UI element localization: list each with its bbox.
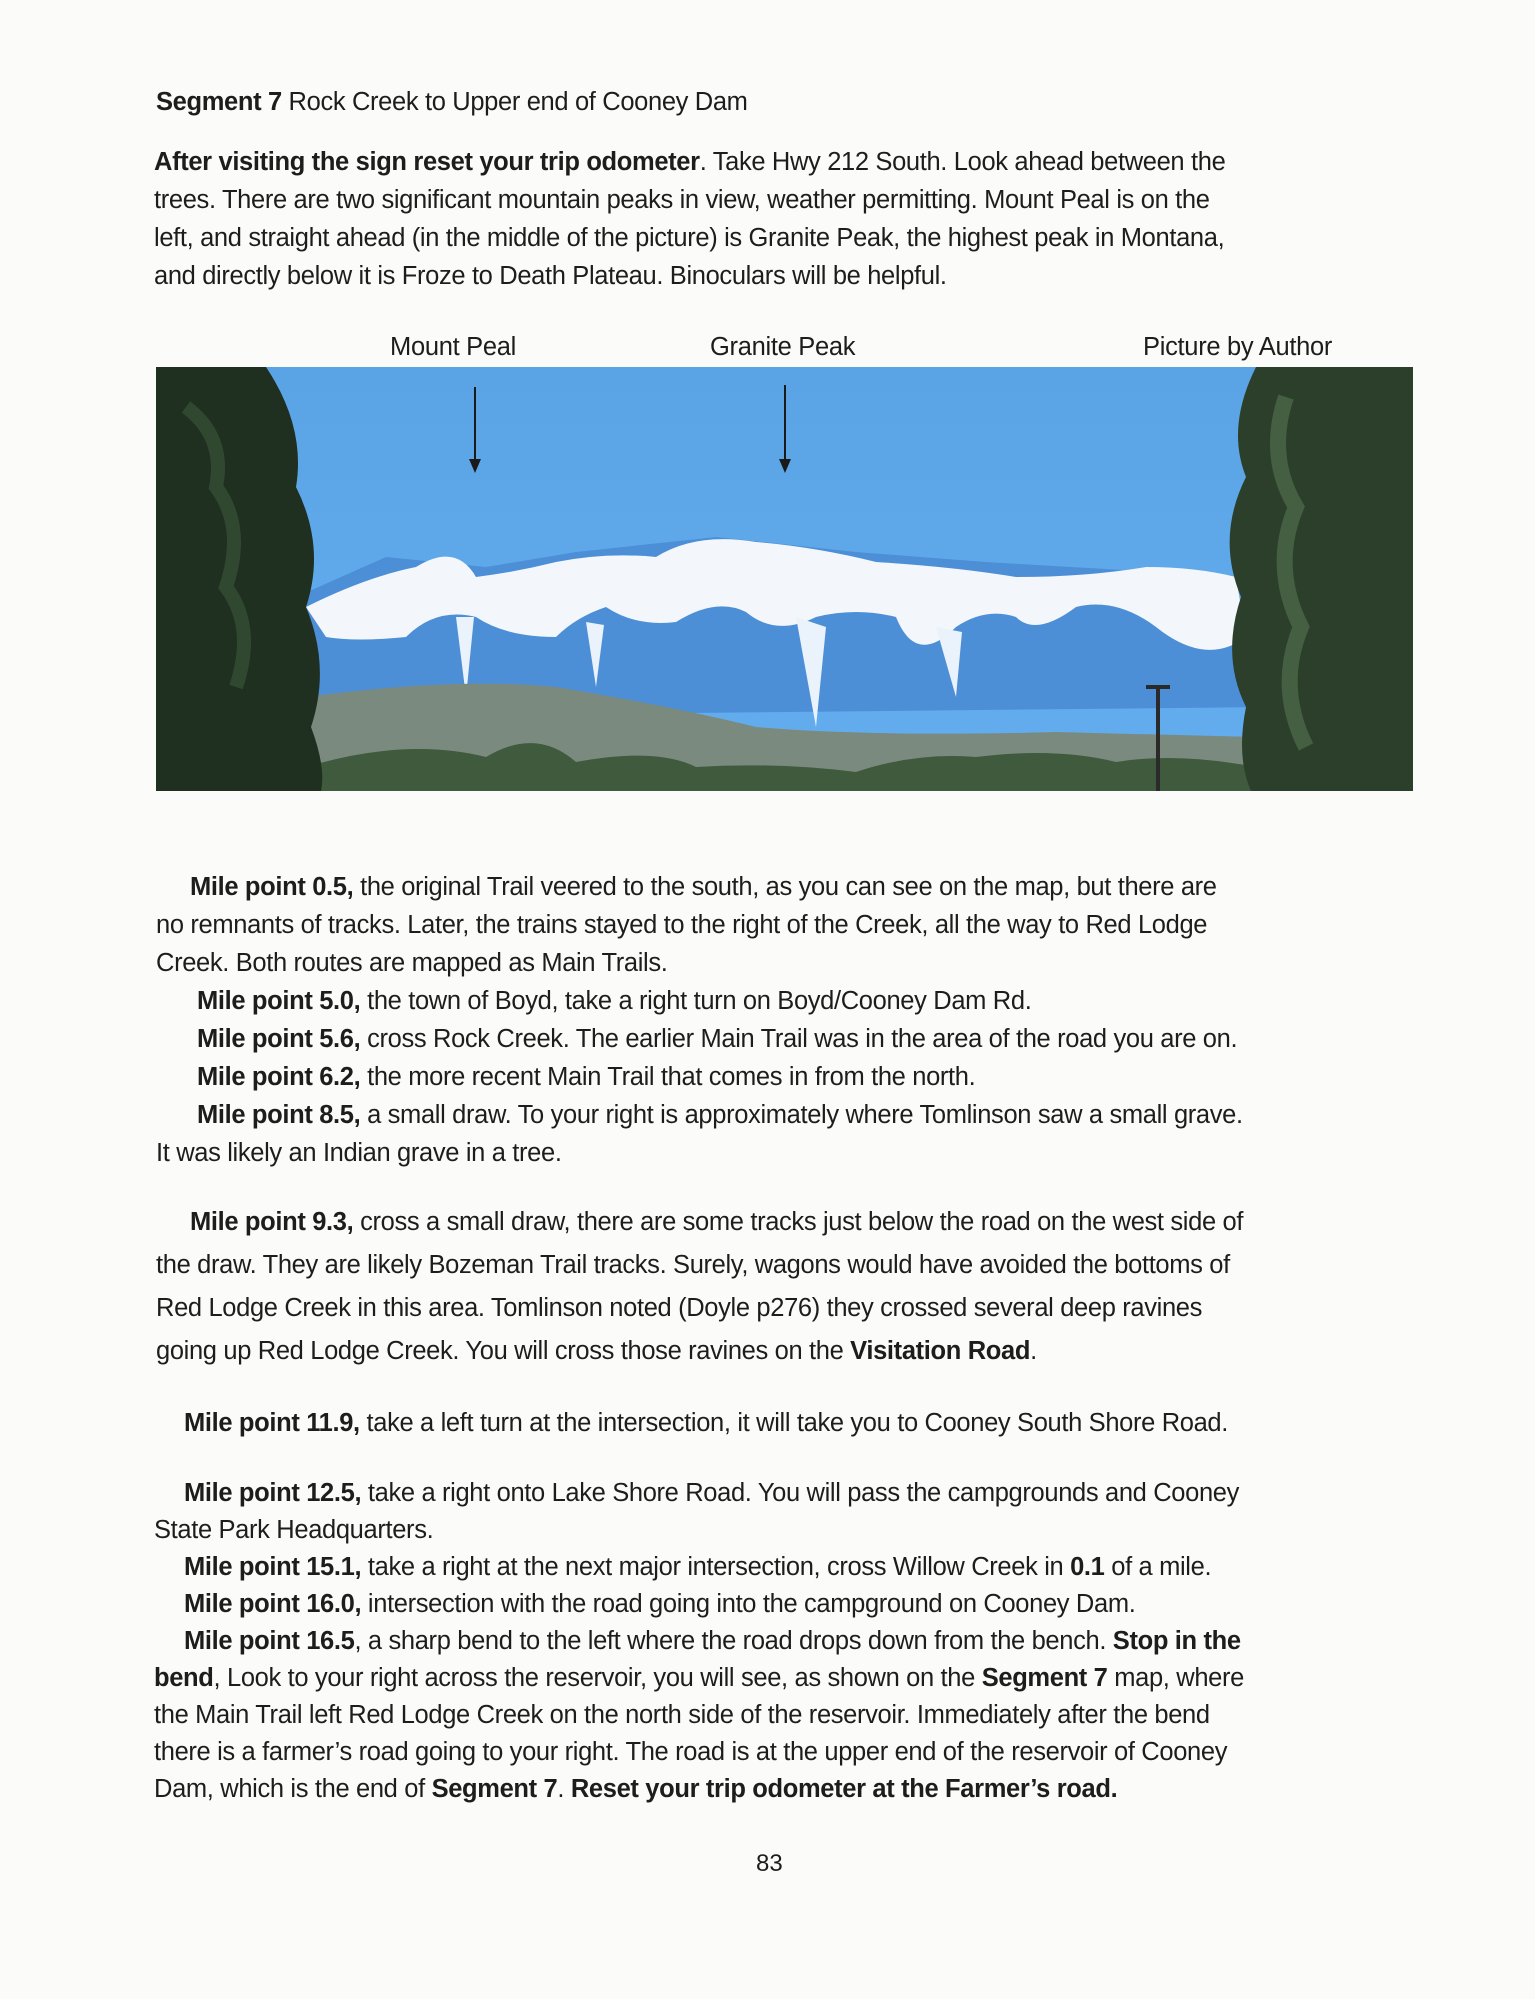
entry-mp-9-3-line-4 (156, 1337, 1037, 1366)
intro-text: . Take Hwy 212 South. Look ahead between the (699, 148, 1226, 176)
mile-point-label: Mile point 5.0, (197, 987, 361, 1015)
entry-mp-16-5-line-3: the Main Trail left Red Lodge Creek on the north side of the reservoir. Immediately after the bend (154, 1701, 1210, 1729)
right-tree (1230, 367, 1413, 791)
segment-7-bold: Segment 7 (431, 1775, 558, 1803)
entry-text: going up Red Lodge Creek. You will cross those ravines on the (156, 1337, 851, 1365)
entry-text: intersection with the road going into the campground on Cooney Dam. (361, 1590, 1136, 1618)
entry-mp-9-3-line-3: Red Lodge Creek in this area. Tomlinson noted (Doyle p276) they crossed several deep ravines (156, 1294, 1203, 1322)
entry-mp-8-5 (197, 1101, 1243, 1130)
entry-mp-8-5-line-2: It was likely an Indian grave in a tree. (156, 1139, 562, 1167)
mountain-photo-illustration (156, 367, 1413, 791)
segment-heading-bold: Segment 7 (156, 88, 282, 116)
entry-text-end: . (1030, 1337, 1037, 1365)
mile-point-label: Mile point 6.2, (197, 1063, 361, 1091)
mountain-photo (156, 367, 1413, 791)
entry-mp-12-5 (184, 1479, 1239, 1508)
intro-line-2: trees. There are two significant mountain peaks in view, weather permitting. Mount Peal is on the (154, 186, 1210, 214)
caption-granite-peak: Granite Peak (710, 333, 856, 361)
segment-7-bold: Segment 7 (981, 1664, 1108, 1692)
visitation-road-bold: Visitation Road (850, 1337, 1031, 1365)
entry-text-mid: . (557, 1775, 571, 1803)
entry-text: the town of Boyd, take a right turn on Boyd/Cooney Dam Rd. (360, 987, 1032, 1015)
entry-mp-9-3-line-2: the draw. They are likely Bozeman Trail tracks. Surely, wagons would have avoided the bottoms of (156, 1251, 1230, 1279)
entry-mp-0-5-line-2: no remnants of tracks. Later, the trains stayed to the right of the Creek, all the way to Red Lodge (156, 911, 1208, 939)
entry-mp-11-9 (184, 1409, 1228, 1438)
entry-text: cross Rock Creek. The earlier Main Trail was in the area of the road you are on. (360, 1025, 1238, 1053)
entry-text: take a right onto Lake Shore Road. You will pass the campgrounds and Cooney (361, 1479, 1240, 1507)
entry-mp-6-2 (197, 1063, 975, 1092)
entry-text: the original Trail veered to the south, as you can see on the map, but there are (353, 873, 1217, 901)
entry-text-end: map, where (1107, 1664, 1244, 1692)
entry-mp-9-3 (190, 1208, 1243, 1237)
mile-point-label: Mile point 8.5, (197, 1101, 361, 1129)
entry-text: take a right at the next major intersection, cross Willow Creek in (361, 1553, 1071, 1581)
entry-mp-0-5-line-3: Creek. Both routes are mapped as Main Trails. (156, 949, 668, 977)
reset-odometer-bold: Reset your trip odometer at the Farmer’s road. (570, 1775, 1118, 1803)
entry-text: take a left turn at the intersection, it will take you to Cooney South Shore Road. (359, 1409, 1228, 1437)
mile-point-label: Mile point 9.3, (190, 1208, 354, 1236)
entry-mp-16-5-line-5 (154, 1775, 1117, 1804)
entry-text: Dam, which is the end of (154, 1775, 432, 1803)
entry-text: , a sharp bend to the left where the road drops down from the bench. (354, 1627, 1113, 1655)
mile-point-label: Mile point 16.0, (184, 1590, 362, 1618)
intro-bold-instruction: After visiting the sign reset your trip odometer (154, 148, 700, 176)
entry-mp-12-5-line-2: State Park Headquarters. (154, 1516, 434, 1544)
entry-mp-16-5-line-2 (154, 1664, 1244, 1693)
mile-point-label: Mile point 12.5, (184, 1479, 362, 1507)
mile-point-label: Mile point 11.9, (184, 1409, 360, 1437)
entry-text: cross a small draw, there are some tracks just below the road on the west side of (353, 1208, 1244, 1236)
stop-in-the-bold: Stop in the (1112, 1627, 1241, 1655)
entry-mp-5-6 (197, 1025, 1237, 1054)
entry-mp-0-5 (190, 873, 1217, 902)
entry-text-end: of a mile. (1104, 1553, 1212, 1581)
caption-mount-peal: Mount Peal (390, 333, 516, 361)
entry-text: , Look to your right across the reservoir, you will see, as shown on the (213, 1664, 982, 1692)
intro-line-3: left, and straight ahead (in the middle of the picture) is Granite Peak, the highest peak in Montana, (154, 224, 1225, 252)
page-number: 83 (756, 1850, 783, 1877)
mile-point-label: Mile point 5.6, (197, 1025, 361, 1053)
entry-mp-16-5 (184, 1627, 1241, 1656)
entry-mp-5-0 (197, 987, 1031, 1016)
segment-heading-title: Rock Creek to Upper end of Cooney Dam (281, 88, 748, 116)
mile-point-label: Mile point 16.5 (184, 1627, 355, 1655)
mile-point-label: Mile point 0.5, (190, 873, 354, 901)
utility-pole-crossbar (1146, 685, 1170, 689)
mile-point-label: Mile point 15.1, (184, 1553, 362, 1581)
segment-heading (156, 88, 748, 117)
intro-line-4: and directly below it is Froze to Death Plateau. Binoculars will be helpful. (154, 262, 947, 290)
entry-mp-15-1 (184, 1553, 1211, 1582)
entry-text: the more recent Main Trail that comes in from the north. (360, 1063, 976, 1091)
intro-line-1 (154, 148, 1225, 177)
caption-picture-credit: Picture by Author (1143, 333, 1333, 361)
distance-bold: 0.1 (1070, 1553, 1105, 1581)
utility-pole (1156, 687, 1160, 791)
bend-bold: bend (154, 1664, 214, 1692)
entry-mp-16-5-line-4: there is a farmer’s road going to your right. The road is at the upper end of the reservoir of Cooney (154, 1738, 1228, 1766)
entry-text: a small draw. To your right is approximately where Tomlinson saw a small grave. (360, 1101, 1243, 1129)
entry-mp-16-0 (184, 1590, 1135, 1619)
